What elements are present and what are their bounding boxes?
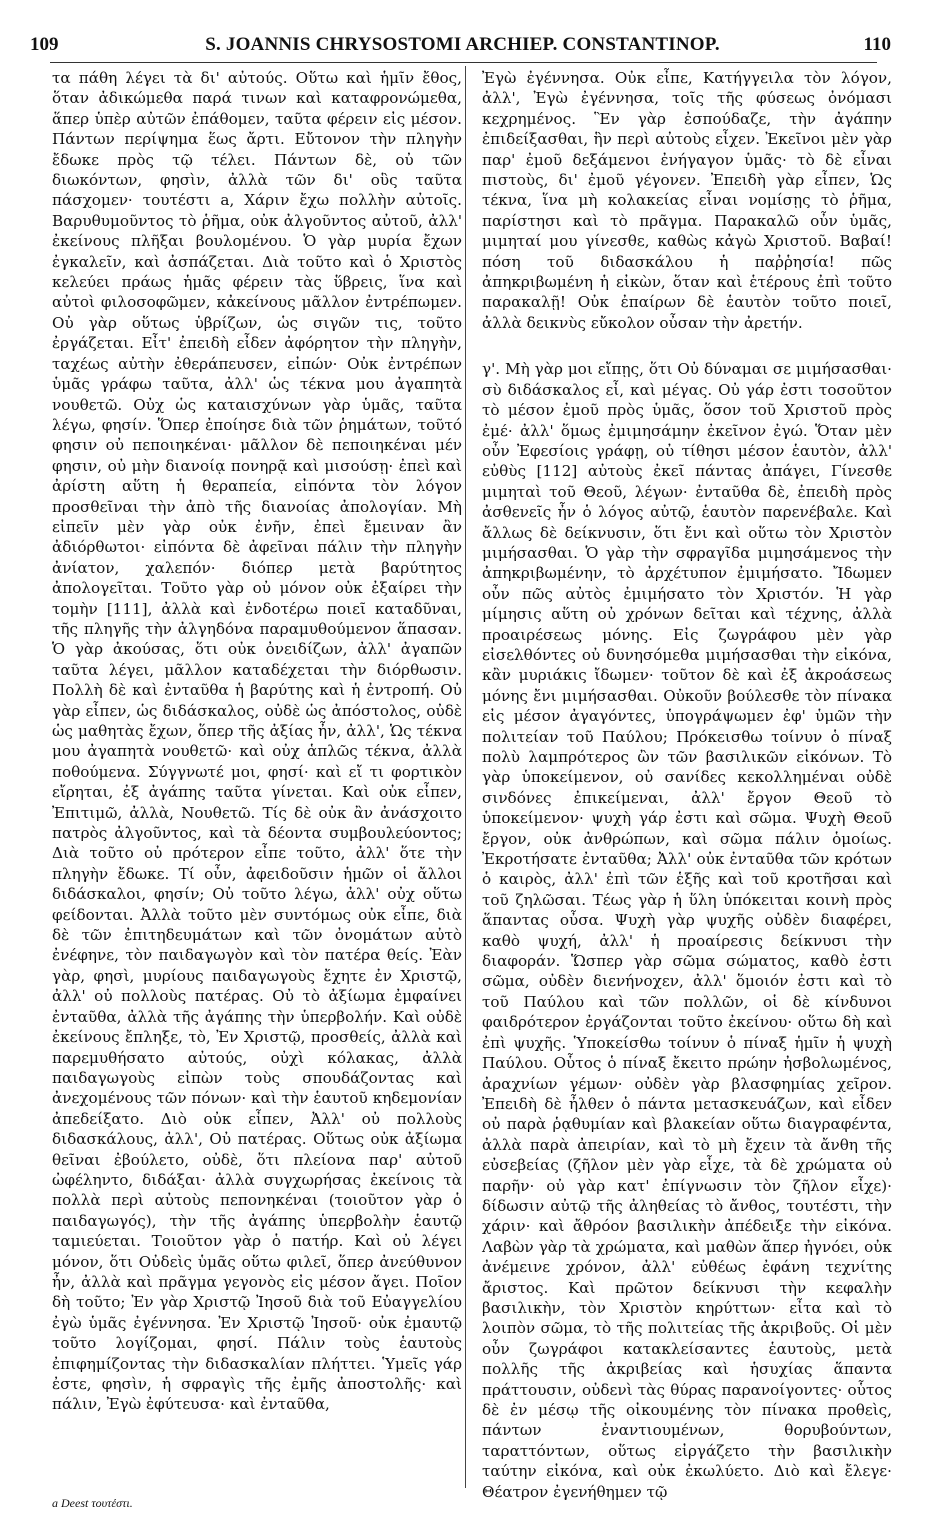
right-paragraph-2: γ'. Μὴ γὰρ μοι εἴπῃς, ὅτι Οὐ δύναμαι σε μιμήσασθαι· σὺ διδάσκαλος εἶ, καὶ μέγας. Οὐ γάρ ἐστι τοσοῦτον τὸ μέσον ἐμοῦ πρὸς ὑμᾶς, ὅσον τοῦ Χριστοῦ πρὸς ἐμέ· ἀλλ' ὅμως ἐμιμησάμην ἐκεῖνον ἐγώ. Ὅταν μὲν οὖν Ἐφεσίοις γράφῃ, οὐ τίθησι μέσον ἑαυτὸν, ἀλλ' εὐθὺς [112] αὐτοὺς ἐκεῖ πάντας ἀπάγει, Γίνεσθε μιμηταὶ τοῦ Θεοῦ, λέγων· ἐνταῦθα δὲ, ἐπειδὴ πρὸς ἀσθενεῖς ἦν ὁ λόγος αὐτῷ, ἑαυτὸν παρενέβαλε. Καὶ ἄλλως δὲ δείκνυσιν, ὅτι ἔνι καὶ οὕτω τὸν Χριστὸν μιμήσασθαι. Ὁ γὰρ τὴν σφραγῖδα μιμησάμενος τὴν ἀπηκριβωμένην, τὸ ἀρχέτυπον ἐμιμήσατο. Ἴδωμεν οὖν πῶς αὐτὸς ἐμιμήσατο τὸν Χριστόν. Ἡ γὰρ μίμησις αὕτη οὐ χρόνων δεῖται καὶ τέχνης, ἀλλὰ προαιρέσεως μόνης. Εἰς ζωγράφου μὲν γὰρ εἰσελθόντες οὐ δυνησόμεθα μιμήσασθαι τὴν εἰκόνα, κἂν μυριάκις ἴδωμεν· τοῦτον δὲ καὶ ἐξ ἀκροάσεως μόνης ἔνι μιμήσασθαι. Οὐκοῦν βούλεσθε τὸν πίνακα εἰς μέσον ἀγαγόντες, ὑπογράψωμεν ἐφ' ὑμῶν τὴν πολιτείαν τοῦ Παύλου; Πρόκεισθω τοίνυν ὁ πίναξ πολὺ λαμπρότερος ὢν τῶν βασιλικῶν εἰκόνων. Τὸ γὰρ ὑποκείμενον, οὐ σανίδες κεκολλημέναι οὐδὲ σινδόνες ἐπικείμεναι, ἀλλ' ἔργον Θεοῦ τὸ ὑποκείμενον· ψυχὴ γάρ ἐστι καὶ σῶμα. Ψυχὴ Θεοῦ ἔργον, οὐκ ἀνθρώπων, καὶ σῶμα πάλιν ὁμοίως. Ἐκροτήσατε ἐνταῦθα; Ἀλλ' οὐκ ἐνταῦθα τῶν κρότων ὁ καιρὸς, ἀλλ' ἐπὶ τῶν ἑξῆς καὶ τοῦ κροτῆσαι καὶ τοῦ ζηλῶσαι. Τέως γὰρ ἡ ὕλη ὑπόκειται κοινὴ πρὸς ἅπαντας οὖσα. Ψυχὴ γὰρ ψυχῆς οὐδὲν διαφέρει, καθὸ ψυχή, ἀλλ' ἡ προαίρεσις δείκνυσι τὴν διαφοράν. Ὥσπερ γὰρ σῶμα σώματος, καθὸ ἐστι σῶμα, οὐδὲν διενήνοχεν, ἀλλ' ὅμοιόν ἐστι καὶ τὸ τοῦ Παύλου καὶ τῶν πολλῶν, οἱ δὲ κίνδυνοι φαιδρότερον ἐργάζονται τοῦτο ἐκείνου· οὕτω δὴ καὶ ἐπὶ ψυχῆς. Ὑποκείσθω τοίνυν ὁ πίναξ ἡμῖν ἡ ψυχὴ Παύλου. Οὗτος ὁ πίναξ ἔκειτο πρώην ἠσβολωμένος, ἀραχνίων γέμων· οὐδὲν γὰρ βλασφημίας χεῖρον. Ἐπειδὴ δὲ ἦλθεν ὁ πάντα μετασκευάζων, καὶ εἶδεν οὐ παρὰ ῥᾳθυμίαν καὶ βλακείαν οὕτω διαγραφέντα, ἀλλὰ παρὰ ἀπειρίαν, καὶ τὸ μὴ ἔχειν τὰ ἄνθη τῆς εὐσεβείας (ζῆλον μὲν γὰρ εἶχε, τὰ δὲ χρώματα οὐ παρῆν· οὐ γὰρ κατ' ἐπίγνωσιν τὸν ζῆλον εἶχε)· δίδωσιν αὐτῷ τῆς ἀληθείας τὸ ἄνθος, τουτέστι, τὴν χάριν· καὶ ἄθρόον βασιλικὴν ἀπέδειξε τὴν εἰκόνα. Λαβὼν γὰρ τὰ χρώματα, καὶ μαθὼν ἅπερ ἠγνόει, οὐκ ἀνέμεινε χρόνον, ἀλλ' εὐθέως ἐφάνη τεχνίτης ἄριστος. Καὶ πρῶτον δείκνυσι τὴν κεφαλὴν βασιλικὴν, τὸν Χριστὸν κηρύττων· εἶτα καὶ τὸ λοιπὸν σῶμα, τὸ τῆς πολιτείας τῆς ἀκριβοῦς. Οἱ μὲν οὖν ζωγράφοι κατακλείσαντες ἑαυτοὺς, μετὰ πολλῆς τῆς ἀκριβείας καὶ ἡσυχίας ἅπαντα πράττουσιν, οὐδενὶ τὰς θύρας παρανοίγοντες· οὗτος δὲ ἐν μέσῳ τῆς οἰκουμένης τὸν πίνακα προθεὶς, πάντων ἐναντιουμένων, θορυβούντων, ταραττόντων, οὕτως εἰργάζετο τὴν βασιλικὴν ταύτην εἰκόνα, καὶ οὐκ ἐκωλύετο. Διὸ καὶ ἔλεγε· Θέατρον ἐγενήθημεν τῷ <box>482 360 892 1501</box>
left-column <box>52 68 462 1415</box>
page-number-left: 109 <box>30 34 59 55</box>
paragraph-gap <box>482 333 892 359</box>
right-paragraph-1: Ἐγὼ ἐγέννησα. Οὐκ εἶπε, Κατήγγειλα τὸν λόγον, ἀλλ', Ἐγὼ ἐγέννησα, τοῖς τῆς φύσεως ὀνόμασι κεχρημένος. Ἓν γὰρ ἐσπούδαζε, τὴν ἀγάπην ἐπιδείξασθαι, ἣν περὶ αὐτοὺς εἶχεν. Ἐκεῖνοι μὲν γὰρ παρ' ἐμοῦ δεξάμενοι ἐνήγαγον ὑμᾶς· τὸ δὲ εἶναι πιστοὺς, δι' ἐμοῦ γέγονεν. Ἐπειδὴ γὰρ εἶπεν, Ὡς τέκνα, ἵνα μὴ κολακείας εἶναι νομίσῃς τὸ ῥῆμα, παρίστησι καὶ τὸ πρᾶγμα. Παρακαλῶ οὖν ὑμᾶς, μιμηταί μου γίνεσθε, καθὼς κἀγὼ Χριστοῦ. Βαβαί! πόση τοῦ διδασκάλου ἡ παῤῥησία! πῶς ἀπηκριβωμένη ἡ εἰκὼν, ὅταν καὶ ἑτέρους ἐπὶ τοῦτο παρακαλῇ! Οὐκ ἐπαίρων δὲ ἑαυτὸν τοῦτο ποιεῖ, ἀλλὰ δεικνὺς εὔκολον οὖσαν τὴν ἀρετήν. <box>482 69 892 332</box>
footnote: a Deest τουτέστι. <box>52 1496 133 1510</box>
column-divider <box>465 66 466 1488</box>
page-number-right: 110 <box>863 34 891 55</box>
right-column <box>482 68 892 1502</box>
running-title: S. JOANNIS CHRYSOSTOMI ARCHIEP. CONSTANTINOP. <box>205 34 720 55</box>
running-header <box>28 34 897 60</box>
header-rule <box>50 62 877 63</box>
left-column-text: τα πάθη λέγει τὰ δι' αὐτούς. Οὕτω καὶ ἡμῖν ἔθος, ὅταν ἀδικώμεθα παρά τινων καὶ καταφρονώμεθα, ἅπερ ὑπὲρ αὐτῶν ἐπάθομεν, ταῦτα φέρειν εἰς μέσον. Πάντων περίψημα ἕως ἄρτι. Εὔτονον τὴν πληγὴν ἔδωκε πρὸς τῷ τέλει. Πάντων δὲ, οὐ τῶν διωκόντων, φησὶν, ἀλλὰ τῶν δι' οὓς ταῦτα πάσχομεν· τουτέστι a, Χάριν ἔχω πολλὴν αὐτοῖς. Βαρυθυμοῦντος τὸ ῥῆμα, οὐκ ἀλγοῦντος αὐτοῦ, ἀλλ' ἐκείνους πλῆξαι βουλομένου. Ὁ γὰρ μυρία ἔχων ἐγκαλεῖν, καὶ ἀσπάζεται. Διὰ τοῦτο καὶ ὁ Χριστὸς κελεύει πράως ἡμᾶς φέρειν τὰς ὕβρεις, ἵνα καὶ αὐτοὶ φιλοσοφῶμεν, κἀκείνους μᾶλλον ἐντρέπωμεν. Οὐ γὰρ οὕτως ὑβρίζων, ὡς σιγῶν τις, τοῦτο ἐργάζεται. Εἶτ' ἐπειδὴ εἶδεν ἀφόρητον τὴν πληγὴν, ταχέως αὐτὴν ἐθεράπευσεν, εἰπών· Οὐκ ἐντρέπων ὑμᾶς γράφω ταῦτα, ἀλλ' ὡς τέκνα μου ἀγαπητὰ νουθετῶ. Οὐχ ὡς καταισχύνων γὰρ ὑμᾶς, ταῦτα λέγω, φησίν. Ὅπερ ἐποίησε διὰ τῶν ῥημάτων, τοῦτό φησιν οὐ πεποιηκέναι· μᾶλλον δὲ πεποιηκέναι μέν φησιν, οὐ μὴν διανοίᾳ πονηρᾷ καὶ μισούσῃ· ἐπεὶ καὶ ἀρίστη αὕτη ἡ θεραπεία, εἰπόντα τὸν λόγον προσθεῖναι τὴν ἀπὸ τῆς διανοίας ἀπολογίαν. Μὴ εἰπεῖν μὲν γὰρ οὐκ ἐνῆν, ἐπεὶ ἔμειναν ἂν ἀδιόρθωτοι· εἰπόντα δὲ ἀφεῖναι πάλιν τὴν πληγὴν ἀνίατον, χαλεπόν· διόπερ μετὰ βαρύτητος ἀπολογεῖται. Τοῦτο γὰρ οὐ μόνον οὐκ ἐξαίρει τὴν τομὴν [111], ἀλλὰ καὶ ἐνδοτέρω ποιεῖ καταδῦναι, τῆς πληγῆς τὴν ἀλγηδόνα παραμυθούμενον ἅπασαν. Ὁ γὰρ ἀκούσας, ὅτι οὐκ ὀνειδίζων, ἀλλ' ἀγαπῶν ταῦτα λέγει, μᾶλλον καταδέχεται τὴν διόρθωσιν. Πολλὴ δὲ καὶ ἐνταῦθα ἡ βαρύτης καὶ ἡ ἐντροπή. Οὐ γὰρ εἶπεν, ὡς διδάσκαλος, οὐδὲ ὡς ἀπόστολος, οὐδὲ ὡς μαθητὰς ἔχων, ὅπερ τῆς ἀξίας ἦν, ἀλλ', Ὡς τέκνα μου ἀγαπητὰ νουθετῶ· καὶ οὐχ ἁπλῶς τέκνα, ἀλλὰ ποθούμενα. Σύγγνωτέ μοι, φησί· καὶ εἴ τι φορτικὸν εἴρηται, ἐξ ἀγάπης ταῦτα γίνεται. Καὶ οὐκ εἶπεν, Ἐπιτιμῶ, ἀλλὰ, Νουθετῶ. Τίς δὲ οὐκ ἂν ἀνάσχοιτο πατρὸς ἀλγοῦντος, καὶ τὰ δέοντα συμβουλεύοντος; Διὰ τοῦτο οὐ πρότερον εἶπε τοῦτο, ἀλλ' ὅτε τὴν πληγὴν ἔδωκε. Τί οὖν, ἀφειδοῦσιν ἡμῶν οἱ ἄλλοι διδάσκαλοι, φησίν; Οὐ τοῦτο λέγω, ἀλλ' οὐχ οὕτω φείδονται. Ἀλλὰ τοῦτο μὲν συντόμως οὐκ εἶπε, διὰ δὲ τῶν ἐπιτηδευμάτων καὶ τῶν ὀνομάτων αὐτὸ ἐνέφηνε, τὸν παιδαγωγὸν καὶ τὸν πατέρα θείς. Ἐὰν γὰρ, φησὶ, μυρίους παιδαγωγοὺς ἔχητε ἐν Χριστῷ, ἀλλ' οὐ πολλοὺς πατέρας. Οὐ τὸ ἀξίωμα ἐμφαίνει ἐνταῦθα, ἀλλὰ τῆς ἀγάπης τὴν ὑπερβολήν. Καὶ οὐδὲ ἐκείνους ἔπληξε, τὸ, Ἐν Χριστῷ, προσθείς, ἀλλὰ καὶ παρεμυθήσατο αὐτούς, οὐχὶ κόλακας, ἀλλὰ παιδαγωγοὺς εἰπὼν τοὺς σπουδάζοντας καὶ ἀνεχομένους τῶν πόνων· καὶ τὴν ἑαυτοῦ κηδεμονίαν ἀπεδείξατο. Διὸ οὐκ εἶπεν, Ἀλλ' οὐ πολλοὺς διδασκάλους, ἀλλ', Οὐ πατέρας. Οὕτως οὐκ ἀξίωμα θεῖναι ἐβούλετο, οὐδὲ, ὅτι πλείονα παρ' αὐτοῦ ὠφέληντο, διδάξαι· ἀλλὰ συγχωρήσας ἐκείνοις τὰ πολλὰ περὶ αὐτοὺς πεπονηκέναι (τοιοῦτον γὰρ ὁ παιδαγωγός), τὴν τῆς ἀγάπης ὑπερβολὴν ἑαυτῷ ταμιεύεται. Τοιοῦτον γὰρ ὁ πατήρ. Καὶ οὐ λέγει μόνον, ὅτι Οὐδεὶς ὑμᾶς οὕτω φιλεῖ, ὅπερ ἀνεύθυνον ἦν, ἀλλὰ καὶ πρᾶγμα γεγονὸς εἰς μέσον ἄγει. Ποῖον δὴ τοῦτο; Ἐν γὰρ Χριστῷ Ἰησοῦ διὰ τοῦ Εὐαγγελίου ἐγὼ ὑμᾶς ἐγέννησα. Ἐν Χριστῷ Ἰησοῦ· οὐκ ἐμαυτῷ τοῦτο λογίζομαι, φησί. Πάλιν τοὺς ἑαυτοὺς ἐπιφημίζοντας τὴν διδασκαλίαν πλήττει. Ὑμεῖς γάρ ἐστε, φησὶν, ἡ σφραγὶς τῆς ἐμῆς ἀποστολῆς· καὶ πάλιν, Ἐγὼ ἐφύτευσα· καὶ ἐνταῦθα, <box>52 69 462 1414</box>
